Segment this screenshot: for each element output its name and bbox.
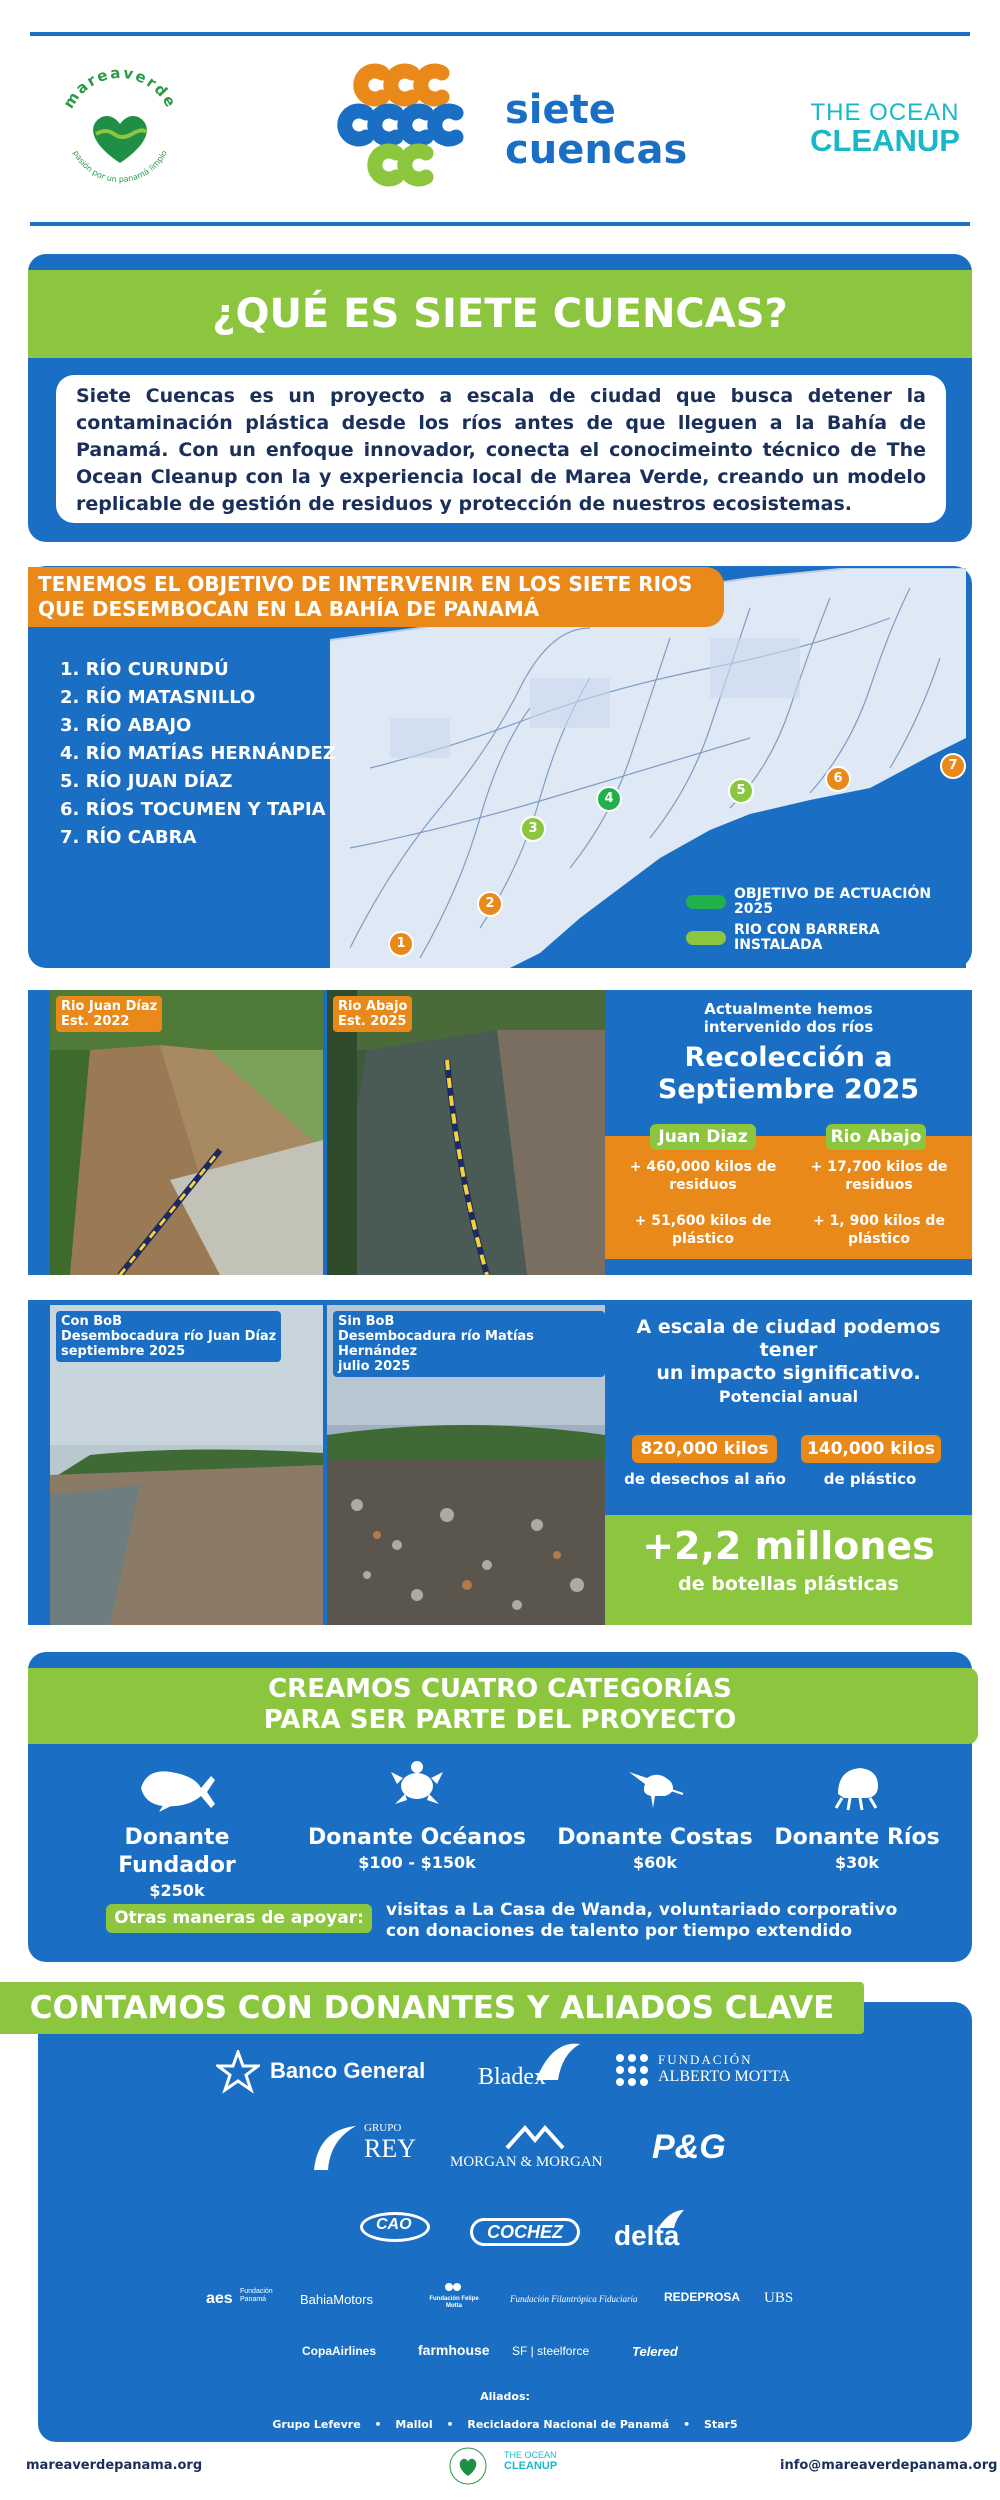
impact-title-line2: un impacto significativo.	[656, 1362, 921, 1384]
partners-title: CONTAMOS CON DONANTES Y ALIADOS CLAVE	[29, 1990, 835, 2026]
stat1-value: 820,000 kilos	[632, 1435, 777, 1463]
categories-title-line2: PARA SER PARTE DEL PROYECTO	[263, 1705, 737, 1735]
marea-verde-brand: mareaverde	[59, 68, 181, 112]
donor-oceanos-name: Donante Océanos	[307, 1825, 527, 1850]
juan-diaz-waste	[613, 1158, 793, 1194]
footer-ocean-line2: CLEANUP	[504, 2460, 558, 2472]
ocean-cleanup-line2: CLEANUP	[810, 123, 960, 158]
marea-verde-logo	[50, 68, 190, 198]
photo4-label-place: Desembocadura río Matías Hernández	[338, 1329, 534, 1359]
ocean-cleanup-logo	[800, 100, 970, 160]
rio-abajo-plastic-line1: + 1, 900 kilos de	[813, 1213, 945, 1229]
marea-verde-tagline: pasión por un panamá limpio	[71, 148, 169, 185]
river-list	[60, 656, 336, 852]
grupo-rey-logo	[310, 2120, 420, 2176]
fundacion-text: FUNDACIÓN	[658, 2052, 753, 2067]
intro-title: ¿QUÉ ES SIETE CUENCAS?	[212, 291, 788, 337]
grupo-text: GRUPO	[364, 2122, 402, 2134]
aes-fundacion-text: Fundación Panamá	[240, 2288, 273, 2303]
river-marker-4: 4	[596, 786, 622, 812]
photo2-label-year: Est. 2025	[338, 1014, 407, 1029]
delta-logo	[612, 2208, 702, 2252]
donor-oceanos-amount: $100 - $150k	[358, 1853, 476, 1872]
photo4-label-date: julio 2025	[338, 1359, 411, 1374]
rio-abajo-waste-line2: residuos	[845, 1177, 913, 1193]
bladex-text: Bladex	[478, 2064, 546, 2090]
footer-ocean-cleanup-logo	[504, 2450, 574, 2472]
svg-text:mareaverde	[60, 68, 181, 112]
categories-title	[28, 1674, 972, 1736]
donor-costas-name: Donante Costas	[557, 1825, 753, 1850]
river-item: 5. RÍO JUAN DÍAZ	[60, 771, 233, 792]
river-item: 3. RÍO ABAJO	[60, 715, 192, 736]
footer-ocean-line1: THE OCEAN	[504, 2450, 557, 2460]
juan-diaz-waste-line1: + 460,000 kilos de	[629, 1159, 777, 1175]
donor-fundador-name: Donante Fundador	[118, 1825, 236, 1878]
stat2-value: 140,000 kilos	[801, 1435, 941, 1463]
photo2-label-river: Rio Abajo	[338, 999, 408, 1014]
photo1-label-river: Rio Juan Díaz	[61, 999, 158, 1014]
categories-title-line1: CREAMOS CUATRO CATEGORÍAS	[268, 1674, 732, 1704]
photo3-label	[56, 1311, 281, 1362]
fundacion-filantropica-logo: Fundación Filantrópica Fiduciaria	[510, 2294, 638, 2304]
collection-title-line2: Septiembre 2025	[657, 1074, 920, 1105]
aes-logo: aes	[206, 2290, 233, 2307]
legend-swatch-installed	[686, 931, 726, 945]
other-ways-text	[386, 1900, 946, 1942]
stat1-label: de desechos al año	[624, 1470, 786, 1488]
big-stat-value: +2,2 millones	[642, 1524, 935, 1568]
donor-fundador	[67, 1758, 287, 1902]
felipe-motta-text: Fundación Felipe Motta	[429, 2296, 479, 2309]
siete-cuencas-logo	[330, 55, 690, 205]
ally-item: Grupo Lefevre	[272, 2418, 361, 2431]
stat2-label: de plástico	[823, 1470, 917, 1488]
alberto-motta-text: ALBERTO MOTTA	[658, 2068, 791, 2085]
banco-general-text: Banco General	[270, 2058, 426, 2083]
donor-oceanos	[307, 1758, 527, 1874]
photo2-label	[333, 996, 412, 1032]
rio-abajo-waste	[790, 1158, 968, 1194]
heart-icon	[93, 116, 147, 163]
juan-diaz-plastic-line1: + 51,600 kilos de	[634, 1213, 772, 1229]
photo4-label-tag: Sin BoB	[338, 1314, 395, 1329]
photo3-label-tag: Con BoB	[61, 1314, 123, 1329]
collection-title	[605, 1042, 972, 1106]
allies-list: Grupo Lefevre • Mallol • Recicladora Nacional de Panamá • Star5	[272, 2418, 738, 2431]
river-marker-5: 5	[728, 778, 754, 804]
fundacion-alberto-motta-logo	[614, 2050, 794, 2092]
impact-title-line1: A escala de ciudad podemos tener	[636, 1316, 941, 1361]
photo1-label	[56, 996, 162, 1032]
river-item: 2. RÍO MATASNILLO	[60, 687, 256, 708]
river-item: 6. RÍOS TOCUMEN Y TAPIA	[60, 799, 326, 820]
donor-costas	[545, 1758, 765, 1874]
river-marker-1: 1	[388, 931, 414, 957]
ally-item: Mallol	[395, 2418, 433, 2431]
juan-diaz-plastic	[613, 1212, 793, 1248]
footer-marea-verde-logo	[448, 2446, 488, 2486]
river-marker-7: 7	[940, 753, 966, 779]
banco-general-logo	[216, 2048, 436, 2098]
collection-title-line1: Recolección a	[684, 1042, 893, 1073]
rey-text: REY	[364, 2134, 416, 2163]
morgan-text: MORGAN & MORGAN	[450, 2154, 603, 2170]
photo-rio-abajo-barrier	[327, 990, 605, 1275]
other-ways-badge: Otras maneras de apoyar:	[106, 1904, 372, 1933]
morgan-morgan-logo	[450, 2124, 620, 2174]
crab-icon	[830, 1758, 884, 1812]
heron-icon	[625, 1758, 685, 1812]
cuencas-word: cuencas	[505, 127, 688, 173]
impact-subtitle: Potencial anual	[718, 1387, 859, 1406]
cochez-logo	[470, 2218, 580, 2246]
donor-costas-amount: $60k	[632, 1853, 678, 1872]
delta-text: delta	[614, 2220, 680, 2251]
telered-logo: Telered	[632, 2344, 678, 2359]
farmhouse-logo: farmhouse	[418, 2342, 490, 2358]
star-icon	[216, 2050, 260, 2094]
ally-item: Recicladora Nacional de Panamá	[467, 2418, 670, 2431]
big-stat-label: de botellas plásticas	[678, 1573, 899, 1595]
footer-email[interactable]: info@mareaverdepanama.org	[780, 2458, 998, 2473]
legend-installed-label: RIO CON BARRERA INSTALADA	[734, 922, 880, 953]
legend-target-label: OBJETIVO DE ACTUACIÓN 2025	[734, 886, 932, 917]
collection-intro-line1: Actualmente hemos	[704, 1000, 873, 1018]
footer-website[interactable]: mareaverdepanama.org	[26, 2458, 203, 2473]
cao-text: CAO	[376, 2216, 412, 2233]
juan-diaz-plastic-line2: plástico	[671, 1231, 734, 1247]
juan-diaz-badge: Juan Diaz	[650, 1124, 756, 1150]
intro-body: Siete Cuencas es un proyecto a escala de ciudad que busca detener la contaminación plástica desde los ríos antes de que lleguen a la Bahía de Panamá. Con un enfoque innovador, conecta el conocimeinto técnico de The Ocean Cleanup con la y experiencia local de Marea Verde, creando un modelo replicable de gestión de residuos y protección de nuestros ecosistemas.	[56, 375, 946, 523]
river-marker-6: 6	[825, 766, 851, 792]
steelforce-logo: SF | steelforce	[512, 2344, 590, 2358]
turtle-icon	[387, 1758, 447, 1812]
photo3-label-date: septiembre 2025	[61, 1344, 186, 1359]
rivers-title-line2: QUE DESEMBOCAN EN LA BAHÍA DE PANAMÁ	[38, 597, 540, 621]
wave-logo-icon	[330, 55, 500, 205]
whale-icon	[137, 1758, 217, 1812]
rio-abajo-waste-line1: + 17,700 kilos de	[810, 1159, 948, 1175]
ubs-logo: UBS	[764, 2290, 794, 2306]
river-item: 7. RÍO CABRA	[60, 827, 197, 848]
photo-juan-diaz-barrier	[50, 990, 323, 1275]
rivers-title	[28, 567, 724, 627]
ally-item: Star5	[703, 2418, 738, 2431]
pg-logo: P&G	[652, 2128, 726, 2166]
cochez-text: COCHEZ	[487, 2222, 563, 2242]
copa-airlines-logo: CopaAirlines	[302, 2344, 377, 2358]
river-item: 1. RÍO CURUNDÚ	[60, 659, 229, 680]
donor-rios	[747, 1758, 967, 1874]
other-ways-line1: visitas a La Casa de Wanda, voluntariado corporativo	[386, 1900, 898, 1920]
ocean-cleanup-line1: THE OCEAN	[810, 99, 960, 126]
photo-sin-bob-beach	[327, 1305, 605, 1625]
impact-title	[605, 1316, 972, 1385]
heart-icon	[448, 2446, 488, 2486]
header-divider	[30, 222, 970, 226]
rio-abajo-plastic-line2: plástico	[847, 1231, 910, 1247]
photo4-label	[333, 1311, 605, 1377]
river-marker-2: 2	[477, 891, 503, 917]
map-legend	[686, 887, 934, 959]
donor-rios-name: Donante Ríos	[774, 1825, 940, 1850]
top-divider	[30, 32, 970, 36]
rio-abajo-badge: Rio Abajo	[826, 1124, 926, 1150]
felipe-motta-logo	[424, 2280, 484, 2314]
redeprosa-logo: REDEPROSA	[664, 2290, 741, 2304]
legend-swatch-target	[686, 895, 726, 909]
river-marker-3: 3	[520, 816, 546, 842]
allies-title: Aliados:	[480, 2390, 530, 2403]
donor-rios-amount: $30k	[834, 1853, 880, 1872]
juan-diaz-waste-line2: residuos	[669, 1177, 737, 1193]
photo1-label-year: Est. 2022	[61, 1014, 130, 1029]
donor-fundador-amount: $250k	[149, 1881, 205, 1900]
cao-logo	[360, 2210, 434, 2250]
siete-word: siete	[505, 87, 616, 133]
rio-abajo-plastic	[790, 1212, 968, 1248]
collection-intro-line2: intervenido dos ríos	[703, 1018, 874, 1036]
other-ways-line2: con donaciones de talento por tiempo extendido	[386, 1921, 853, 1941]
bladex-logo	[476, 2040, 586, 2096]
bahia-motors-logo: BahiaMotors	[300, 2292, 373, 2307]
collection-intro	[605, 1000, 972, 1036]
river-item: 4. RÍO MATÍAS HERNÁNDEZ	[60, 743, 336, 764]
photo3-label-place: Desembocadura río Juan Díaz	[61, 1329, 277, 1344]
rivers-title-line1: TENEMOS EL OBJETIVO DE INTERVENIR EN LOS SIETE RIOS	[38, 572, 693, 596]
photo-con-bob-beach	[50, 1305, 323, 1625]
